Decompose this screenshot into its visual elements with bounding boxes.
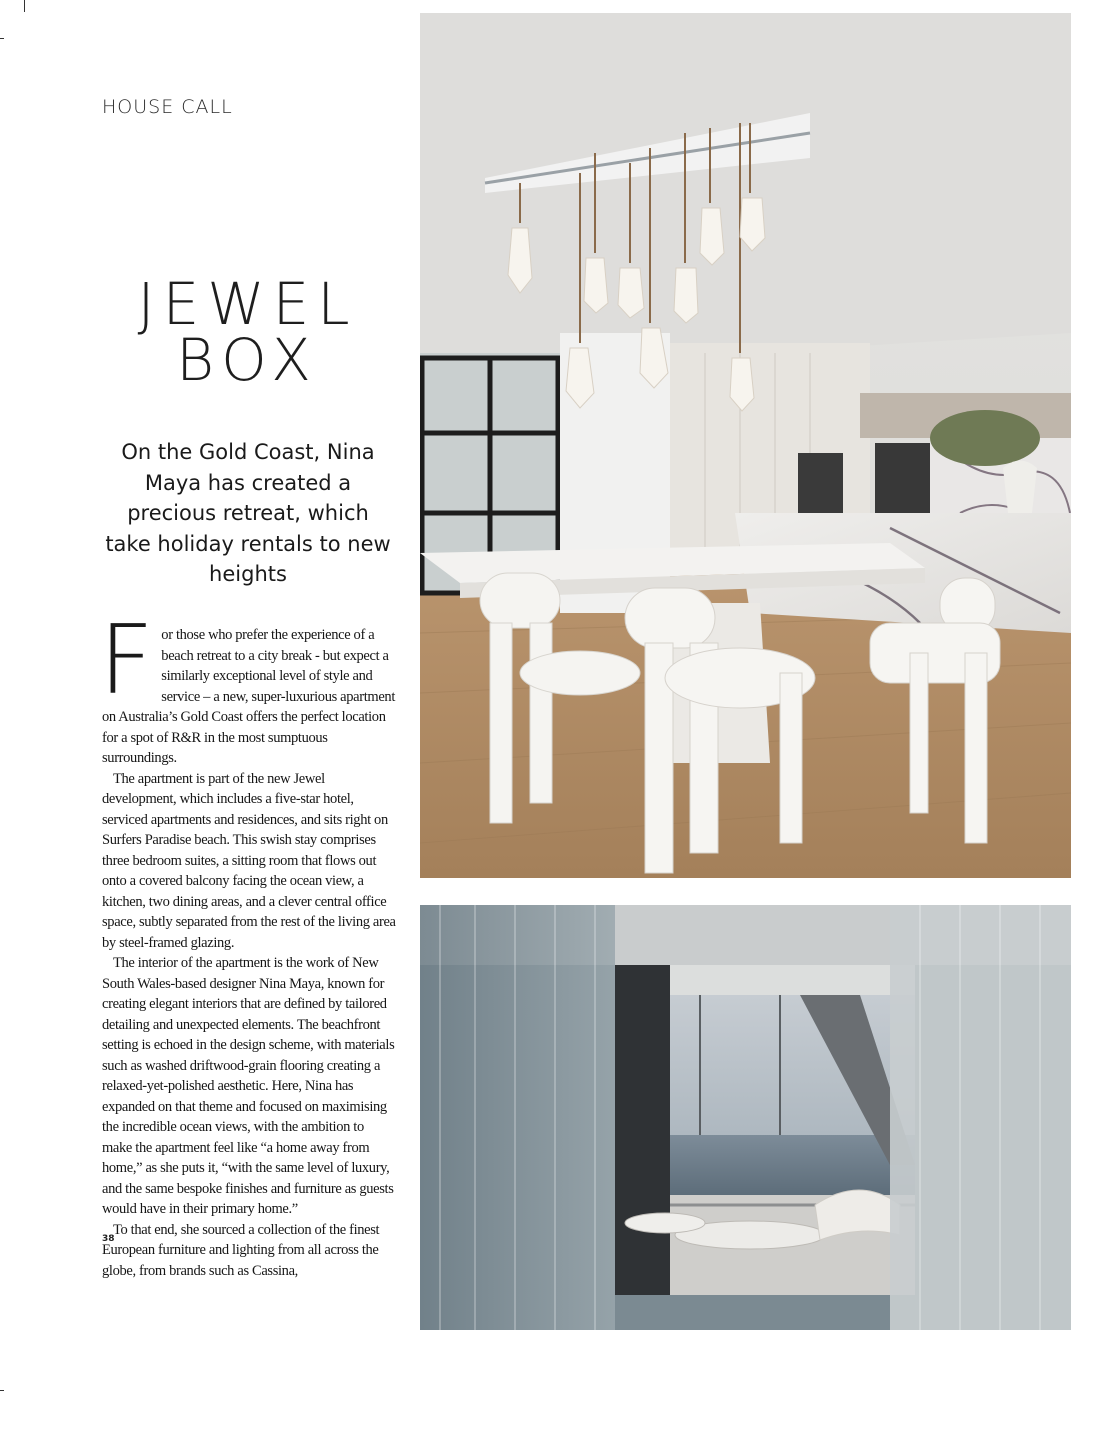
headline-line-2: BOX	[176, 326, 319, 394]
body-paragraph-3: The interior of the apartment is the work of New South Wales-based designer Nina Maya, known for creating elegant interiors that are defined by tailored detailing and unexpected elements. The beachfront setting is echoed in the design scheme, with materials such as washed driftwood-grain flooring creating a relaxed-yet-polished aesthetic. Here, Nina has expanded on that theme and focused on maximising the incredible ocean views, with the ambition to make the apartment feel like “a home away from home,” as she puts it, “with the same level of luxury, and the same bespoke finishes and furniture as guests would have in their primary home.”	[102, 955, 395, 1217]
crop-mark-bottom-left	[0, 1390, 4, 1391]
dining-room-photo	[420, 13, 1071, 878]
section-label: HOUSE CALL	[102, 96, 233, 118]
headline	[100, 270, 395, 394]
dining-room-illustration	[420, 13, 1071, 878]
living-room-illustration	[420, 905, 1071, 1330]
page-number: 38	[102, 1234, 115, 1244]
body-paragraph-4: To that end, she sourced a collection of the finest European furniture and lighting from all across the globe, from brands such as Cassina,	[102, 1221, 380, 1279]
drop-cap: F	[99, 606, 154, 716]
paragraph-1-text: or those who prefer the experience of a beach retreat to a city break - but expect a similarly exceptional level of style and service – a new, super-luxurious apartment on Australia’s Gold Coast offers the perfect location for a spot of R&R in the most sumptuous surroundings.	[102, 627, 396, 766]
body-paragraph-1	[99, 606, 396, 769]
body-copy	[99, 606, 396, 1281]
body-paragraph-2: The apartment is part of the new Jewel development, which includes a five-star hotel, serviced apartments and residences, and sits right on Surfers Paradise beach. This swish stay comprises three bedroom suites, a sitting room that flows out onto a covered balcony facing the ocean view, a kitchen, two dining areas, and a clever central office space, subtly separated from the rest of the living area by steel-framed glazing.	[102, 770, 396, 951]
headline-line-1: JEWEL	[137, 270, 358, 338]
crop-mark-left	[0, 38, 4, 39]
living-room-photo	[420, 905, 1071, 1330]
standfirst: On the Gold Coast, Nina Maya has created a precious retreat, which take holiday rentals to new heights	[105, 440, 391, 586]
crop-mark-top	[24, 0, 25, 12]
